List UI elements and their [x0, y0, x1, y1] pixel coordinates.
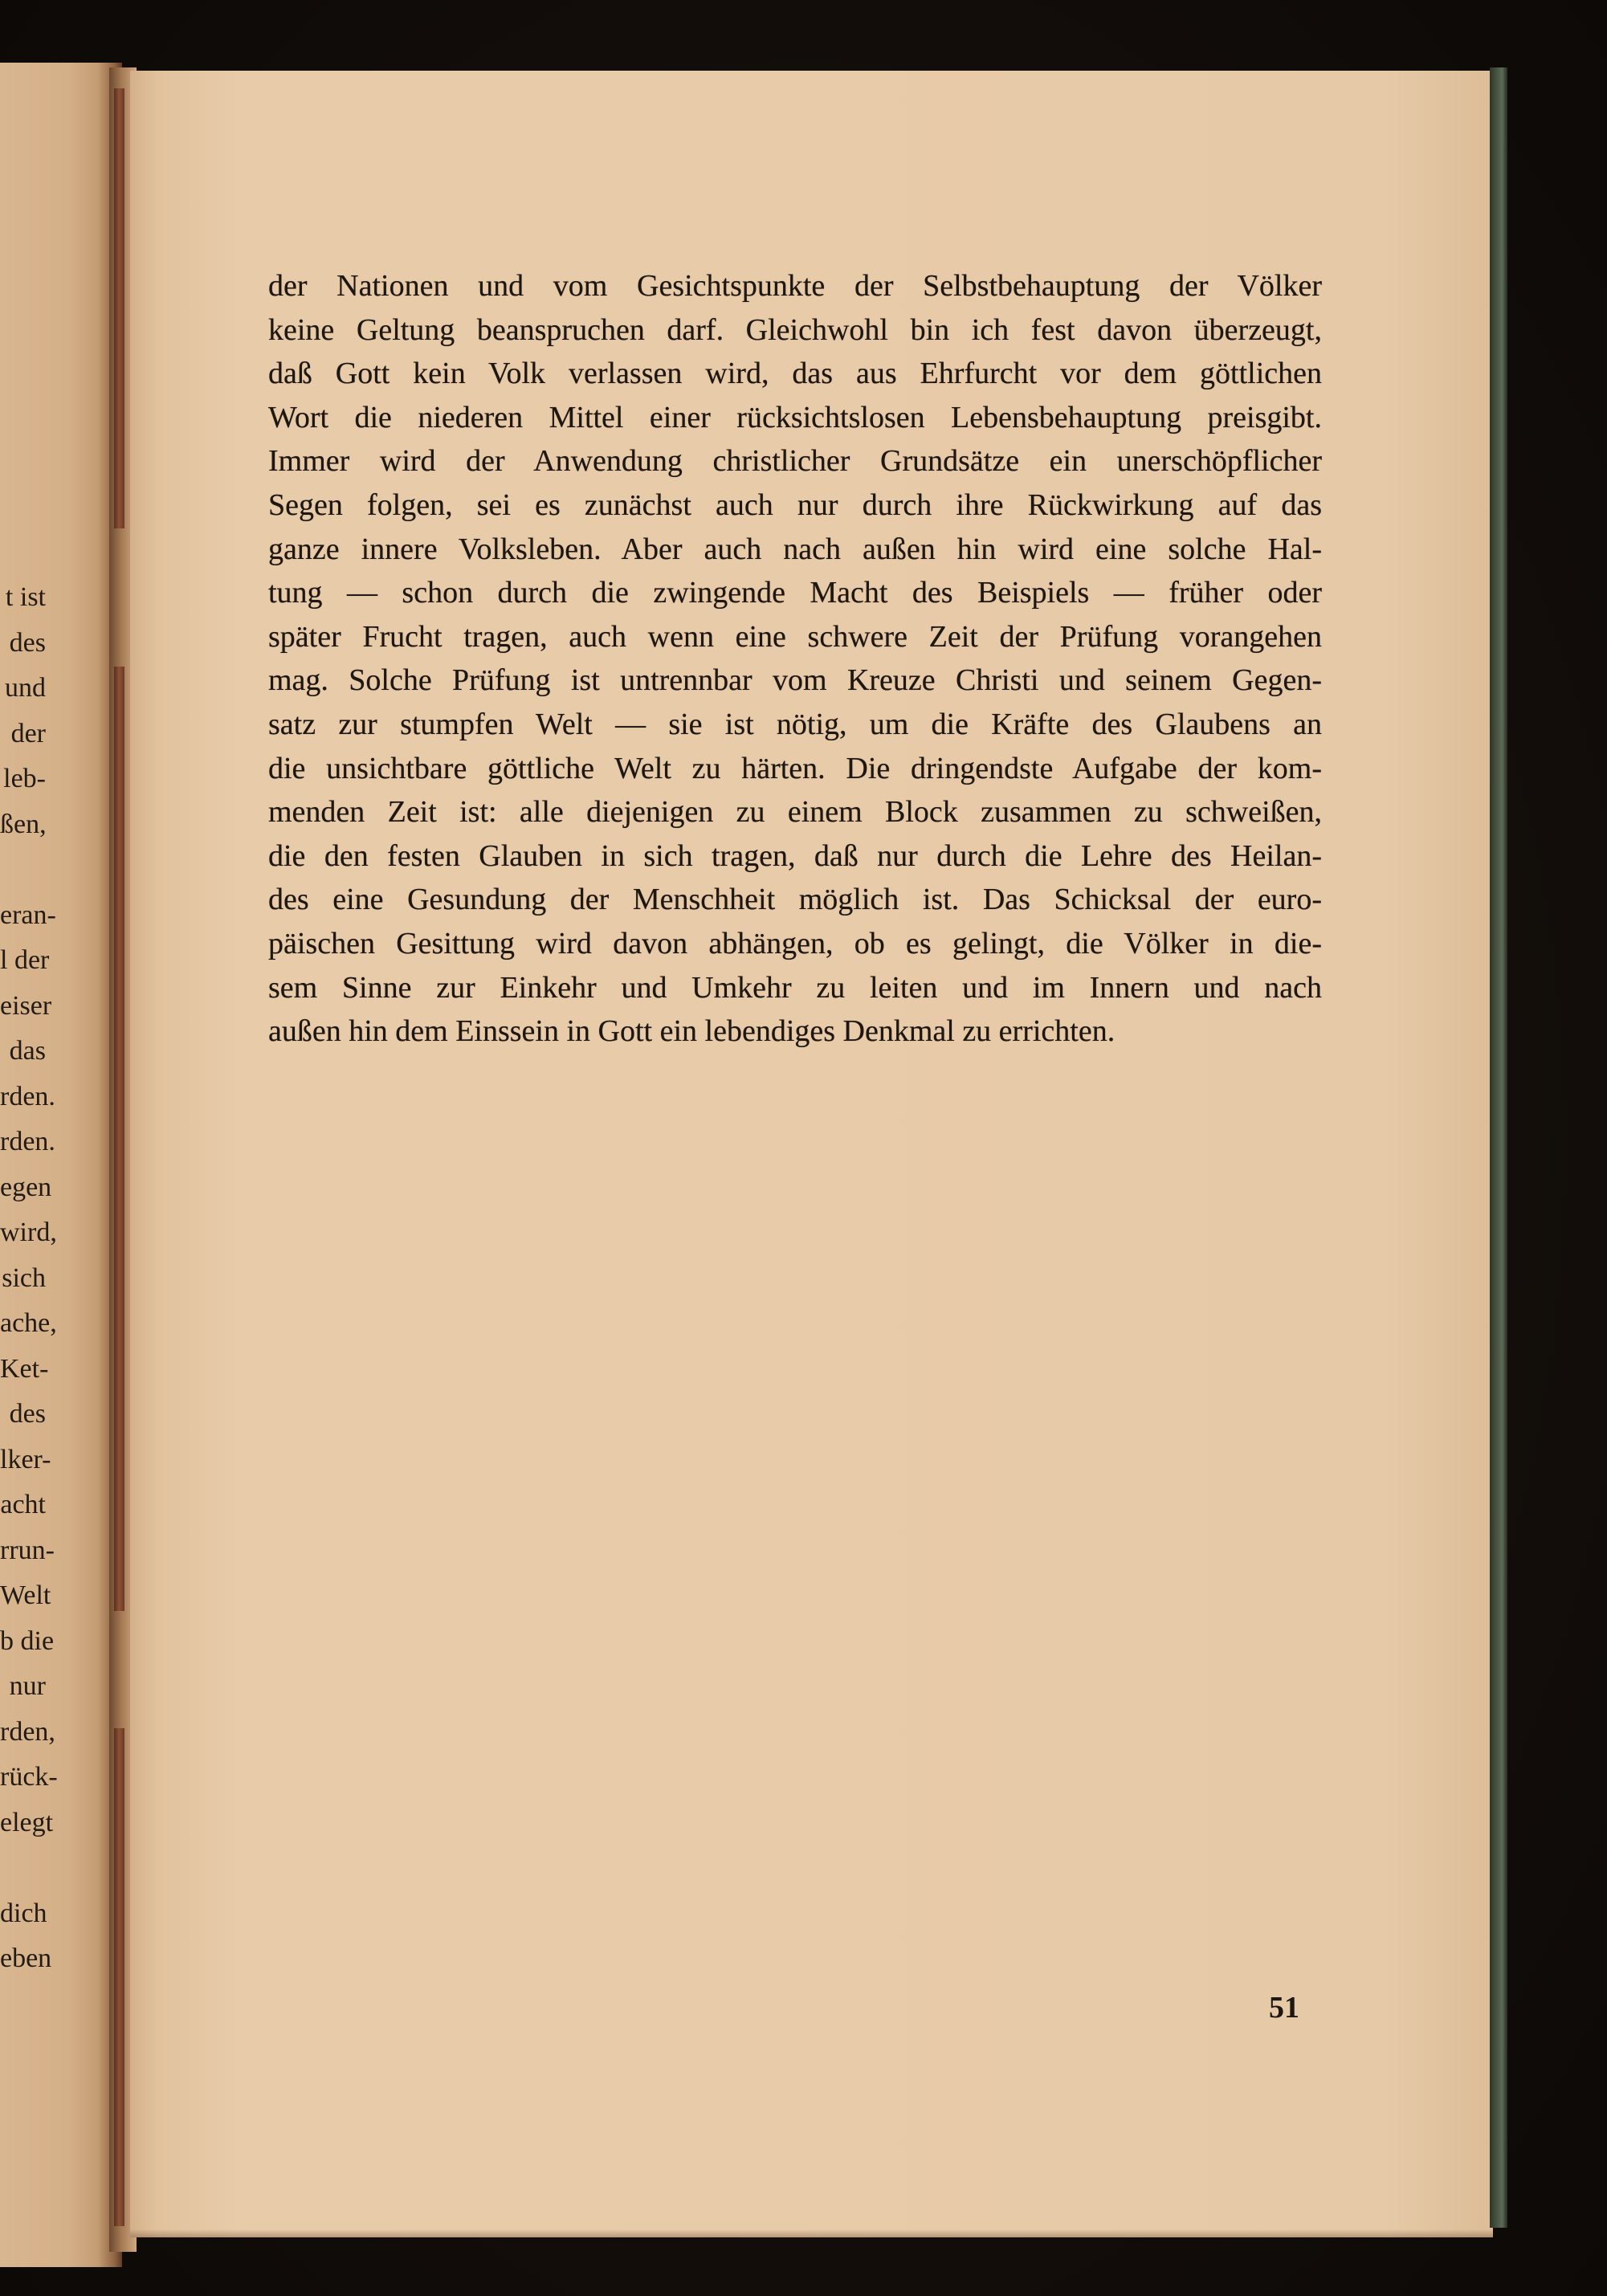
left-page-fragment: eben [0, 1943, 52, 1973]
text-line: keine Geltung beanspruchen darf. Gleichwohl bin ich fest davon überzeugt, [268, 312, 1322, 347]
left-page-text-fragments [0, 575, 58, 1982]
left-page-fragment: rden. [0, 1081, 55, 1111]
left-page-fragment: rrun- [0, 1535, 55, 1565]
text-line: der Nationen und vom Gesichtspunkte der Selbstbehauptung der Völker [268, 269, 1322, 303]
left-page-fragment: und [5, 673, 46, 703]
gutter-shadow [114, 88, 124, 528]
left-page-fragment: eran- [0, 899, 56, 930]
left-page-fragment: des [9, 1399, 46, 1429]
binding-edge [1490, 67, 1507, 2228]
page-bottom-edge [130, 2229, 1493, 2237]
left-page-fragment: lker- [0, 1444, 51, 1474]
left-page-fragment: ßen, [0, 809, 47, 839]
left-page-fragment: t ist [5, 582, 46, 612]
left-page [0, 63, 122, 2267]
left-page-fragment: das [9, 1036, 46, 1066]
left-page-fragment: eiser [0, 990, 52, 1021]
page-number: 51 [1269, 1991, 1299, 2025]
left-page-fragment: egen [0, 1172, 52, 1202]
text-line: des eine Gesundung der Menschheit möglich ist. Das Schicksal der euro- [268, 883, 1322, 917]
text-line: daß Gott kein Volk verlassen wird, das aus Ehrfurcht vor dem göttlichen [268, 357, 1322, 391]
text-line: sem Sinne zur Einkehr und Umkehr zu leiten und im Innern und nach [268, 970, 1322, 1005]
left-page-fragment: rden. [0, 1127, 55, 1156]
text-line: Immer wird der Anwendung christlicher Grundsätze ein unerschöpflicher [268, 444, 1322, 479]
text-line: päischen Gesittung wird davon abhängen, ob es gelingt, die Völker in die- [268, 926, 1322, 960]
text-line: außen hin dem Einssein in Gott ein lebendiges Denkmal zu errichten. [268, 1014, 1116, 1049]
left-page-fragment: l der [0, 945, 50, 975]
text-line: satz zur stumpfen Welt — sie ist nötig, um die Kräfte des Glaubens an [268, 707, 1322, 741]
left-page-fragment: nur [9, 1671, 46, 1701]
text-line: mag. Solche Prüfung ist untrennbar vom Kreuze Christi und seinem Gegen- [268, 663, 1322, 698]
text-line: die den festen Glauben in sich tragen, daß nur durch die Lehre des Heilan- [268, 838, 1322, 873]
left-page-fragment: Welt [0, 1580, 51, 1610]
left-page-fragment: der [10, 718, 46, 748]
text-line: Wort die niederen Mittel einer rücksichtslosen Lebensbehauptung preisgibt. [268, 400, 1322, 434]
left-page-fragment: acht [0, 1490, 46, 1519]
text-line: später Frucht tragen, auch wenn eine schwere Zeit der Prüfung vorangehen [268, 619, 1322, 654]
left-page-fragment: leb- [3, 764, 46, 793]
left-page-fragment: ache, [0, 1308, 57, 1338]
left-page-fragment: des [9, 627, 46, 658]
right-page [130, 71, 1493, 2237]
left-page-fragment: wird, [0, 1217, 57, 1247]
body-text [268, 264, 1322, 1054]
left-page-fragment: b die [0, 1625, 55, 1656]
left-page-fragment: sich [2, 1262, 46, 1293]
gutter-shadow [114, 667, 124, 1611]
left-page-fragment: rden, [0, 1716, 55, 1747]
left-page-fragment: Ket- [0, 1353, 49, 1384]
left-page-fragment: dich [0, 1898, 47, 1928]
left-page-fragment: rück- [0, 1762, 58, 1792]
blank-line [0, 847, 46, 893]
text-line: die unsichtbare göttliche Welt zu härten. Die dringendste Aufgabe der kom- [268, 751, 1322, 785]
text-line: ganze innere Volksleben. Aber auch nach außen hin wird eine solche Hal- [268, 532, 1322, 566]
text-line: Segen folgen, sei es zunächst auch nur durch ihre Rückwirkung auf das [268, 487, 1322, 522]
text-line: tung — schon durch die zwingende Macht des Beispiels — früher oder [268, 576, 1322, 610]
gutter-shadow [114, 1728, 124, 2226]
left-page-fragment: elegt [0, 1807, 54, 1837]
text-line: menden Zeit ist: alle diejenigen zu einem Block zusammen zu schweißen, [268, 795, 1322, 830]
blank-line [0, 1845, 46, 1891]
